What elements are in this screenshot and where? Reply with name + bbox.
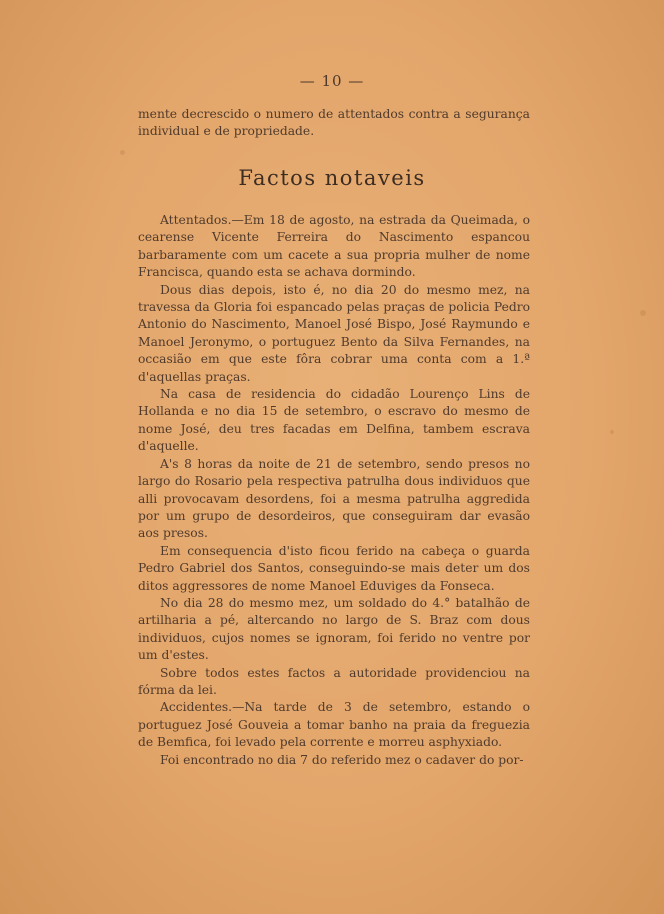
paragraph: A's 8 horas da noite de 21 de setembro, sendo presos no largo do Rosario pela respectiva patrulha dous individuos que alli provocavam desordens, foi a mesma patrulha aggredida por um grupo de desordeiros, que conseguiram dar evasão aos presos. <box>138 456 530 541</box>
paragraph: Na casa de residencia do cidadão Lourenço Lins de Hollanda e no dia 15 de setembro, o escravo do mesmo de nome José, deu tres facadas em Delfina, tambem escrava d'aquelle. <box>138 387 530 454</box>
paragraph: Em consequencia d'isto ficou ferido na cabeça o guarda Pedro Gabriel dos Santos, conseguindo-se mais deter um dos ditos aggressores de nome Manoel Eduviges da Fonseca. <box>138 543 530 593</box>
intro-paragraph <box>138 106 530 141</box>
paragraph: Dous dias depois, isto é, no dia 20 do mesmo mez, na travessa da Gloria foi espancado pelas praças de policia Pedro Antonio do Nascimento, Manoel José Bispo, José Raymundo e Manoel Jeronymo, o portuguez Bento da Silva Fernandes, na occasião em que este fôra cobrar uma conta com a 1.ª d'aquellas praças. <box>138 282 530 384</box>
paragraph: Attentados.—Em 18 de agosto, na estrada da Queimada, o cearense Vicente Ferreira do Nascimento espancou barbaramente com um cacete a sua propria mulher de nome Francisca, quando esta se achava dormindo. <box>138 213 530 280</box>
paragraph: No dia 28 do mesmo mez, um soldado do 4.° batalhão de artilharia a pé, altercando no largo de S. Braz com dous individuos, cujos nomes se ignoram, foi ferido no ventre por um d'estes. <box>138 595 530 663</box>
page-number: — 10 — <box>299 72 365 90</box>
paragraph: Sobre todos estes factos a autoridade providenciou na fórma da lei. <box>138 665 530 697</box>
paper-stain <box>610 430 614 434</box>
paper-stain <box>120 150 125 155</box>
paper-stain <box>640 310 646 316</box>
section-title: Factos notaveis <box>238 166 426 190</box>
intro-text: mente decrescido o numero de attentados contra a segurança individual e de propriedade. <box>138 107 530 139</box>
paragraph: Foi encontrado no dia 7 do referido mez o cadaver do por- <box>160 752 524 767</box>
paragraph: Accidentes.—Na tarde de 3 de setembro, estando o portuguez José Gouveia a tomar banho na praia da freguezia de Bemfica, foi levado pela corrente e morreu asphyxiado. <box>138 700 530 750</box>
body-text <box>138 212 530 769</box>
